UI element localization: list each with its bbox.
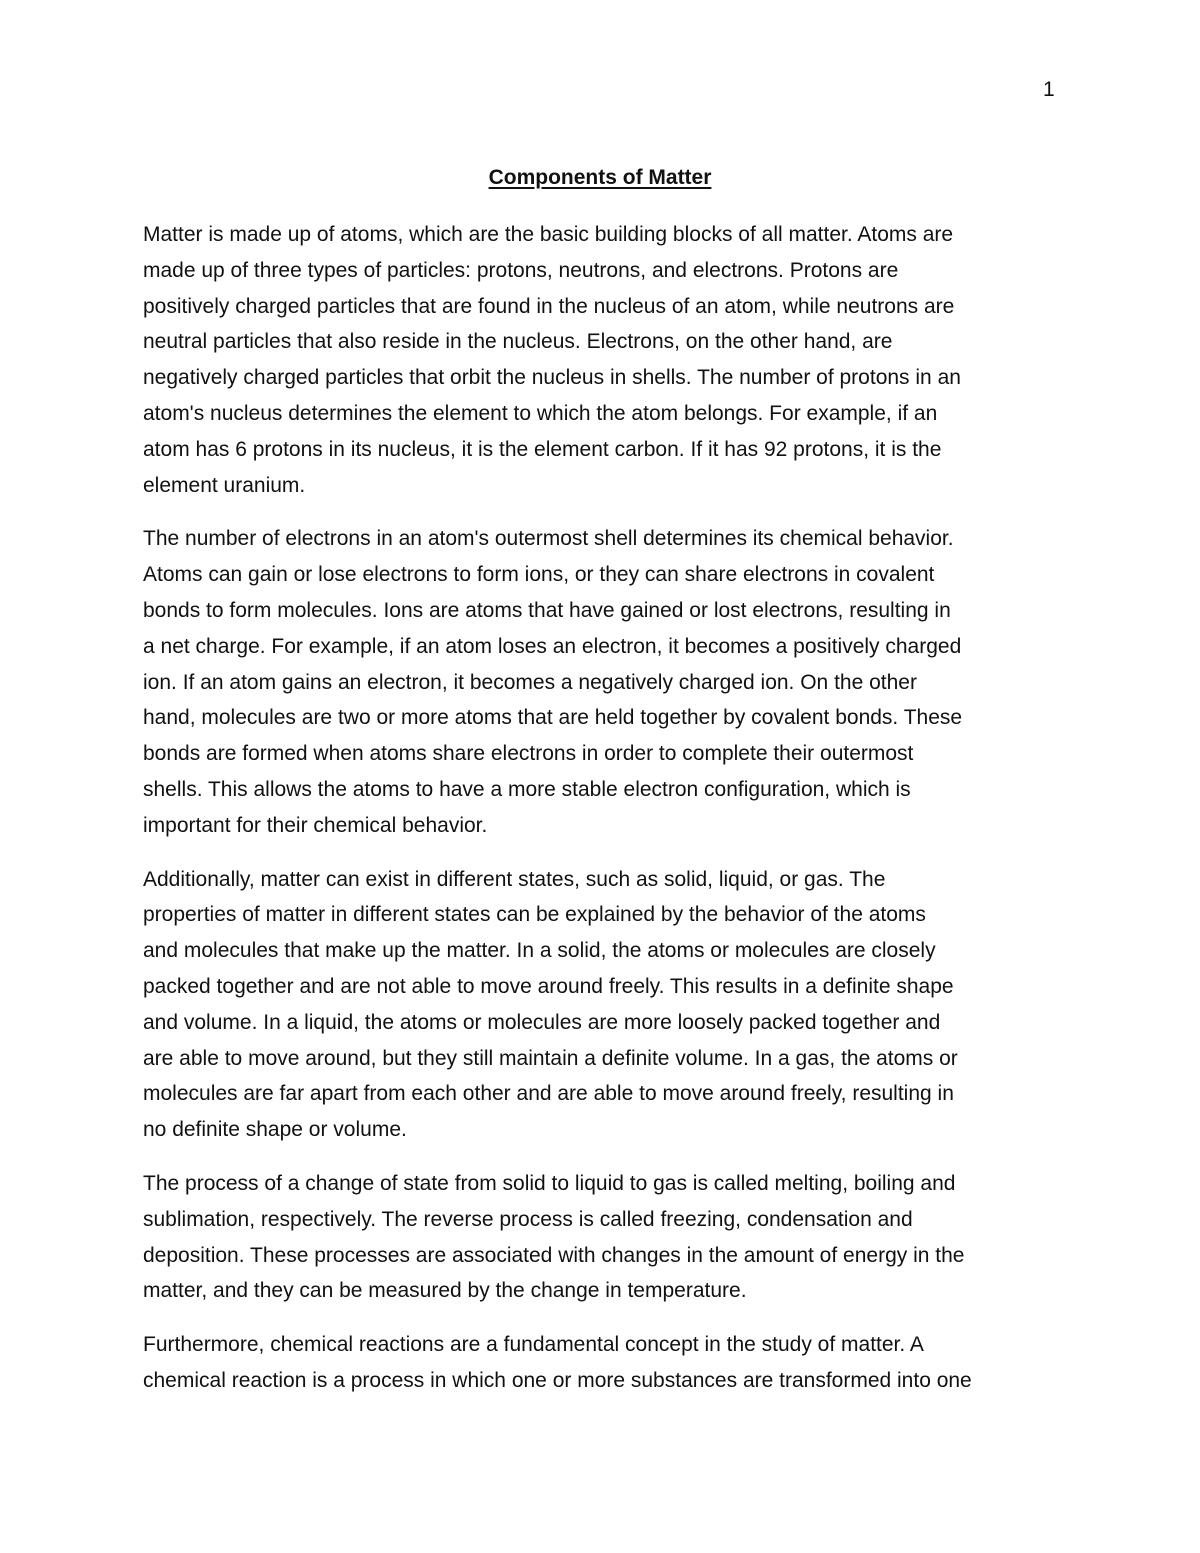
text-line: properties of matter in different states can be explained by the behavior of the atoms — [143, 903, 926, 927]
paragraph-5 — [143, 1327, 1063, 1399]
document-title: Components of Matter — [488, 166, 712, 189]
text-line: bonds are formed when atoms share electrons in order to complete their outermost — [143, 742, 914, 766]
text-line: The process of a change of state from solid to liquid to gas is called melting, boiling and — [143, 1171, 956, 1195]
page-number: 1 — [1043, 78, 1055, 101]
text-line: and molecules that make up the matter. In a solid, the atoms or molecules are closely — [143, 939, 936, 963]
text-line: shells. This allows the atoms to have a more stable electron configuration, which is — [143, 777, 911, 801]
text-line: packed together and are not able to move around freely. This results in a definite shape — [143, 974, 954, 998]
text-line: no definite shape or volume. — [143, 1118, 407, 1142]
text-line: Atoms can gain or lose electrons to form ions, or they can share electrons in covalent — [143, 563, 935, 587]
text-line: are able to move around, but they still maintain a definite volume. In a gas, the atoms or — [143, 1046, 958, 1070]
text-line: molecules are far apart from each other and are able to move around freely, resulting in — [143, 1082, 954, 1106]
text-line: atom has 6 protons in its nucleus, it is the element carbon. If it has 92 protons, it is the — [143, 437, 942, 461]
text-line: a net charge. For example, if an atom loses an electron, it becomes a positively charged — [143, 634, 962, 658]
text-line: chemical reaction is a process in which one or more substances are transformed into one — [143, 1368, 972, 1392]
text-line: Additionally, matter can exist in different states, such as solid, liquid, or gas. The — [143, 867, 886, 891]
text-line: The number of electrons in an atom's outermost shell determines its chemical behavior. — [143, 527, 954, 551]
text-line: Matter is made up of atoms, which are the basic building blocks of all matter. Atoms are — [143, 223, 954, 246]
paragraph-1 — [143, 217, 1063, 503]
text-line: ion. If an atom gains an electron, it becomes a negatively charged ion. On the other — [143, 670, 917, 694]
text-line: and volume. In a liquid, the atoms or molecules are more loosely packed together and — [143, 1010, 941, 1034]
text-line: Furthermore, chemical reactions are a fundamental concept in the study of matter. A — [143, 1333, 924, 1357]
text-line: matter, and they can be measured by the change in temperature. — [143, 1279, 747, 1303]
text-line: sublimation, respectively. The reverse process is called freezing, condensation and — [143, 1207, 913, 1231]
text-line: deposition. These processes are associated with changes in the amount of energy in the — [143, 1243, 965, 1267]
text-line: neutral particles that also reside in the nucleus. Electrons, on the other hand, are — [143, 330, 893, 354]
text-line: hand, molecules are two or more atoms that are held together by covalent bonds. These — [143, 706, 963, 730]
text-line: made up of three types of particles: protons, neutrons, and electrons. Protons are — [143, 258, 899, 282]
text-line: important for their chemical behavior. — [143, 813, 488, 837]
document-body — [143, 217, 1063, 1417]
text-line: bonds to form molecules. Ions are atoms that have gained or lost electrons, resulting in — [143, 598, 951, 622]
text-line: positively charged particles that are found in the nucleus of an atom, while neutrons are — [143, 294, 955, 318]
text-line: atom's nucleus determines the element to which the atom belongs. For example, if an — [143, 401, 938, 425]
paragraph-2 — [143, 521, 1063, 843]
paragraph-3 — [143, 862, 1063, 1148]
text-line: element uranium. — [143, 473, 306, 497]
paragraph-4 — [143, 1166, 1063, 1309]
text-line: negatively charged particles that orbit the nucleus in shells. The number of protons in an — [143, 366, 961, 390]
